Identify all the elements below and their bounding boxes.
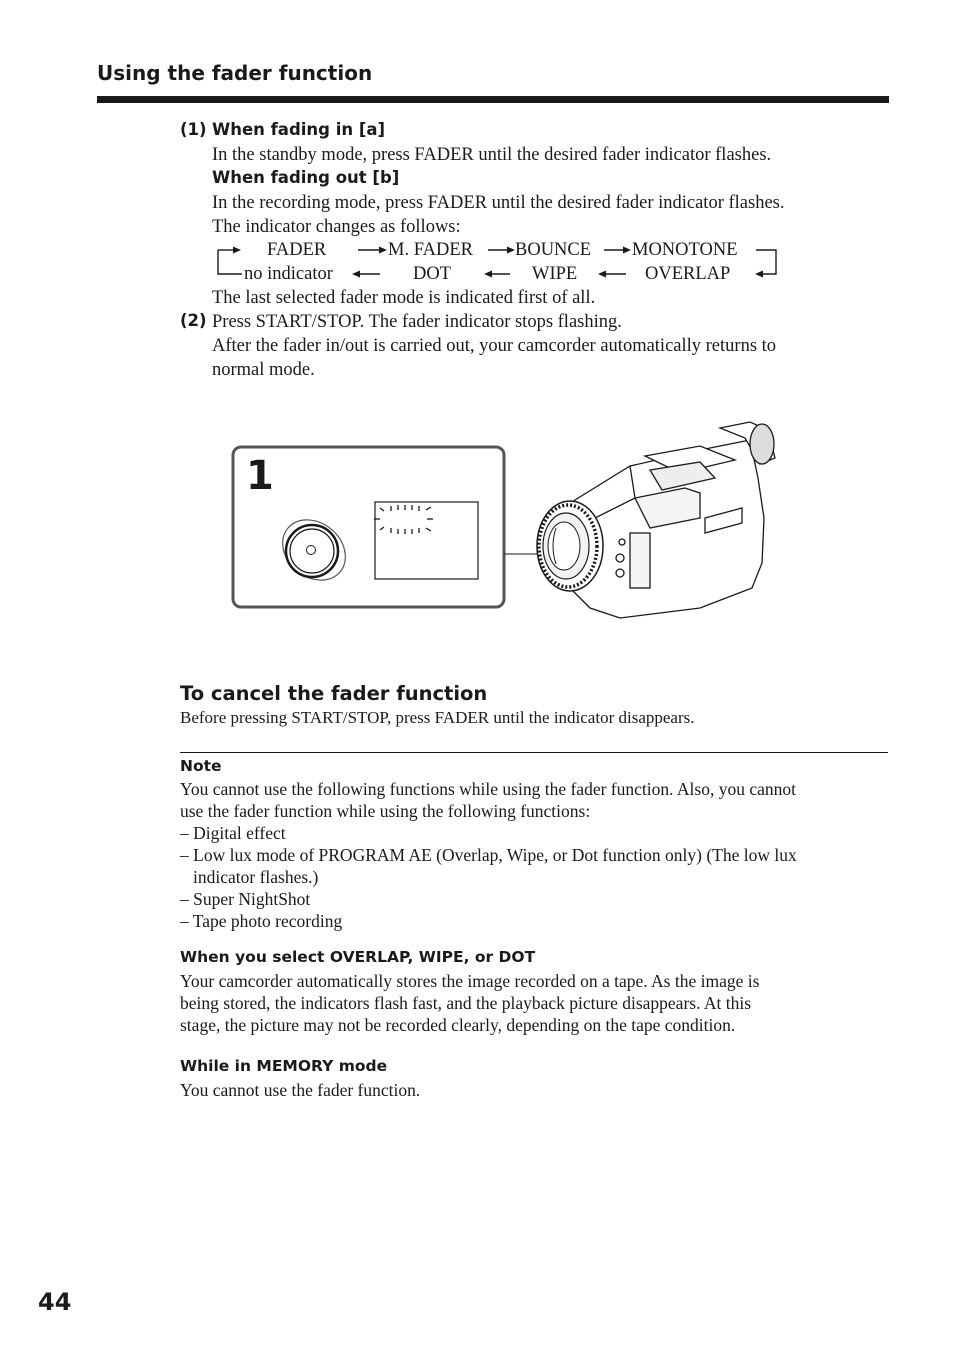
overlap-line-1: Your camcorder automatically stores the image recorded on a tape. As the image is — [180, 971, 760, 991]
fading-out-subhead: When fading out [b] — [212, 168, 400, 187]
note-line-1: You cannot use the following functions while using the fader function. Also, you cannot — [180, 779, 796, 799]
step-2-text-1: Press START/STOP. The fader indicator stops flashing. — [212, 312, 622, 332]
camcorder-drawing — [230, 418, 780, 623]
seq-no-indicator: no indicator — [244, 264, 333, 284]
note-bullet-2-cont: indicator flashes.) — [193, 867, 319, 887]
memory-heading: While in MEMORY mode — [180, 1057, 388, 1075]
fading-in-text: In the standby mode, press FADER until the desired fader indicator flashes. — [212, 145, 772, 165]
camcorder-lens — [537, 501, 603, 591]
seq-m-fader: M. FADER — [388, 240, 473, 260]
note-line-2: use the fader function while using the following functions: — [180, 801, 591, 821]
overlap-heading: When you select OVERLAP, WIPE, or DOT — [180, 948, 536, 966]
page-number: 44 — [38, 1288, 72, 1316]
note-bullet-3: – Super NightShot — [180, 889, 311, 909]
note-heading: Note — [180, 757, 222, 775]
note-body — [180, 778, 797, 932]
seq-bounce: BOUNCE — [515, 240, 592, 260]
step-2-text-2: After the fader in/out is carried out, your camcorder automatically returns to — [212, 336, 777, 356]
memory-text: You cannot use the fader function. — [180, 1080, 421, 1100]
note-bullet-4: – Tape photo recording — [180, 911, 343, 931]
step-2-number: (2) — [180, 311, 207, 330]
note-rule — [180, 752, 888, 753]
last-mode-text: The last selected fader mode is indicated first of all. — [212, 288, 596, 308]
camcorder-illustration — [230, 418, 780, 623]
left-loop-line — [218, 250, 242, 274]
note-bullet-2: – Low lux mode of PROGRAM AE (Overlap, Wipe, or Dot function only) (The low lux — [180, 845, 797, 865]
note-bullet-1: – Digital effect — [180, 823, 286, 843]
changes-text: The indicator changes as follows: — [212, 217, 461, 237]
seq-wipe: WIPE — [532, 264, 578, 284]
overlap-line-3: stage, the picture may not be recorded clearly, depending on the tape condition. — [180, 1015, 736, 1035]
cancel-heading: To cancel the fader function — [180, 682, 488, 705]
illustration-step-label: 1 — [246, 453, 274, 499]
step-1-number: (1) — [180, 120, 207, 139]
fading-out-text: In the recording mode, press FADER until the desired fader indicator flashes. — [212, 193, 785, 213]
fader-sequence-diagram — [212, 238, 792, 290]
cancel-text: Before pressing START/STOP, press FADER until the indicator disappears. — [180, 708, 695, 727]
seq-fader: FADER — [267, 240, 327, 260]
fading-in-subhead: When fading in [a] — [212, 120, 386, 139]
section-title: Using the fader function — [97, 61, 373, 85]
viewfinder-screen — [375, 502, 478, 579]
seq-overlap: OVERLAP — [645, 264, 731, 284]
right-loop-line — [756, 250, 776, 274]
overlap-line-2: being stored, the indicators flash fast, and the playback picture disappears. At this — [180, 993, 752, 1013]
seq-dot: DOT — [413, 264, 452, 284]
step-2-text-3: normal mode. — [212, 360, 315, 380]
header-rule — [97, 96, 889, 103]
seq-monotone: MONOTONE — [632, 240, 738, 260]
overlap-body — [180, 970, 759, 1036]
